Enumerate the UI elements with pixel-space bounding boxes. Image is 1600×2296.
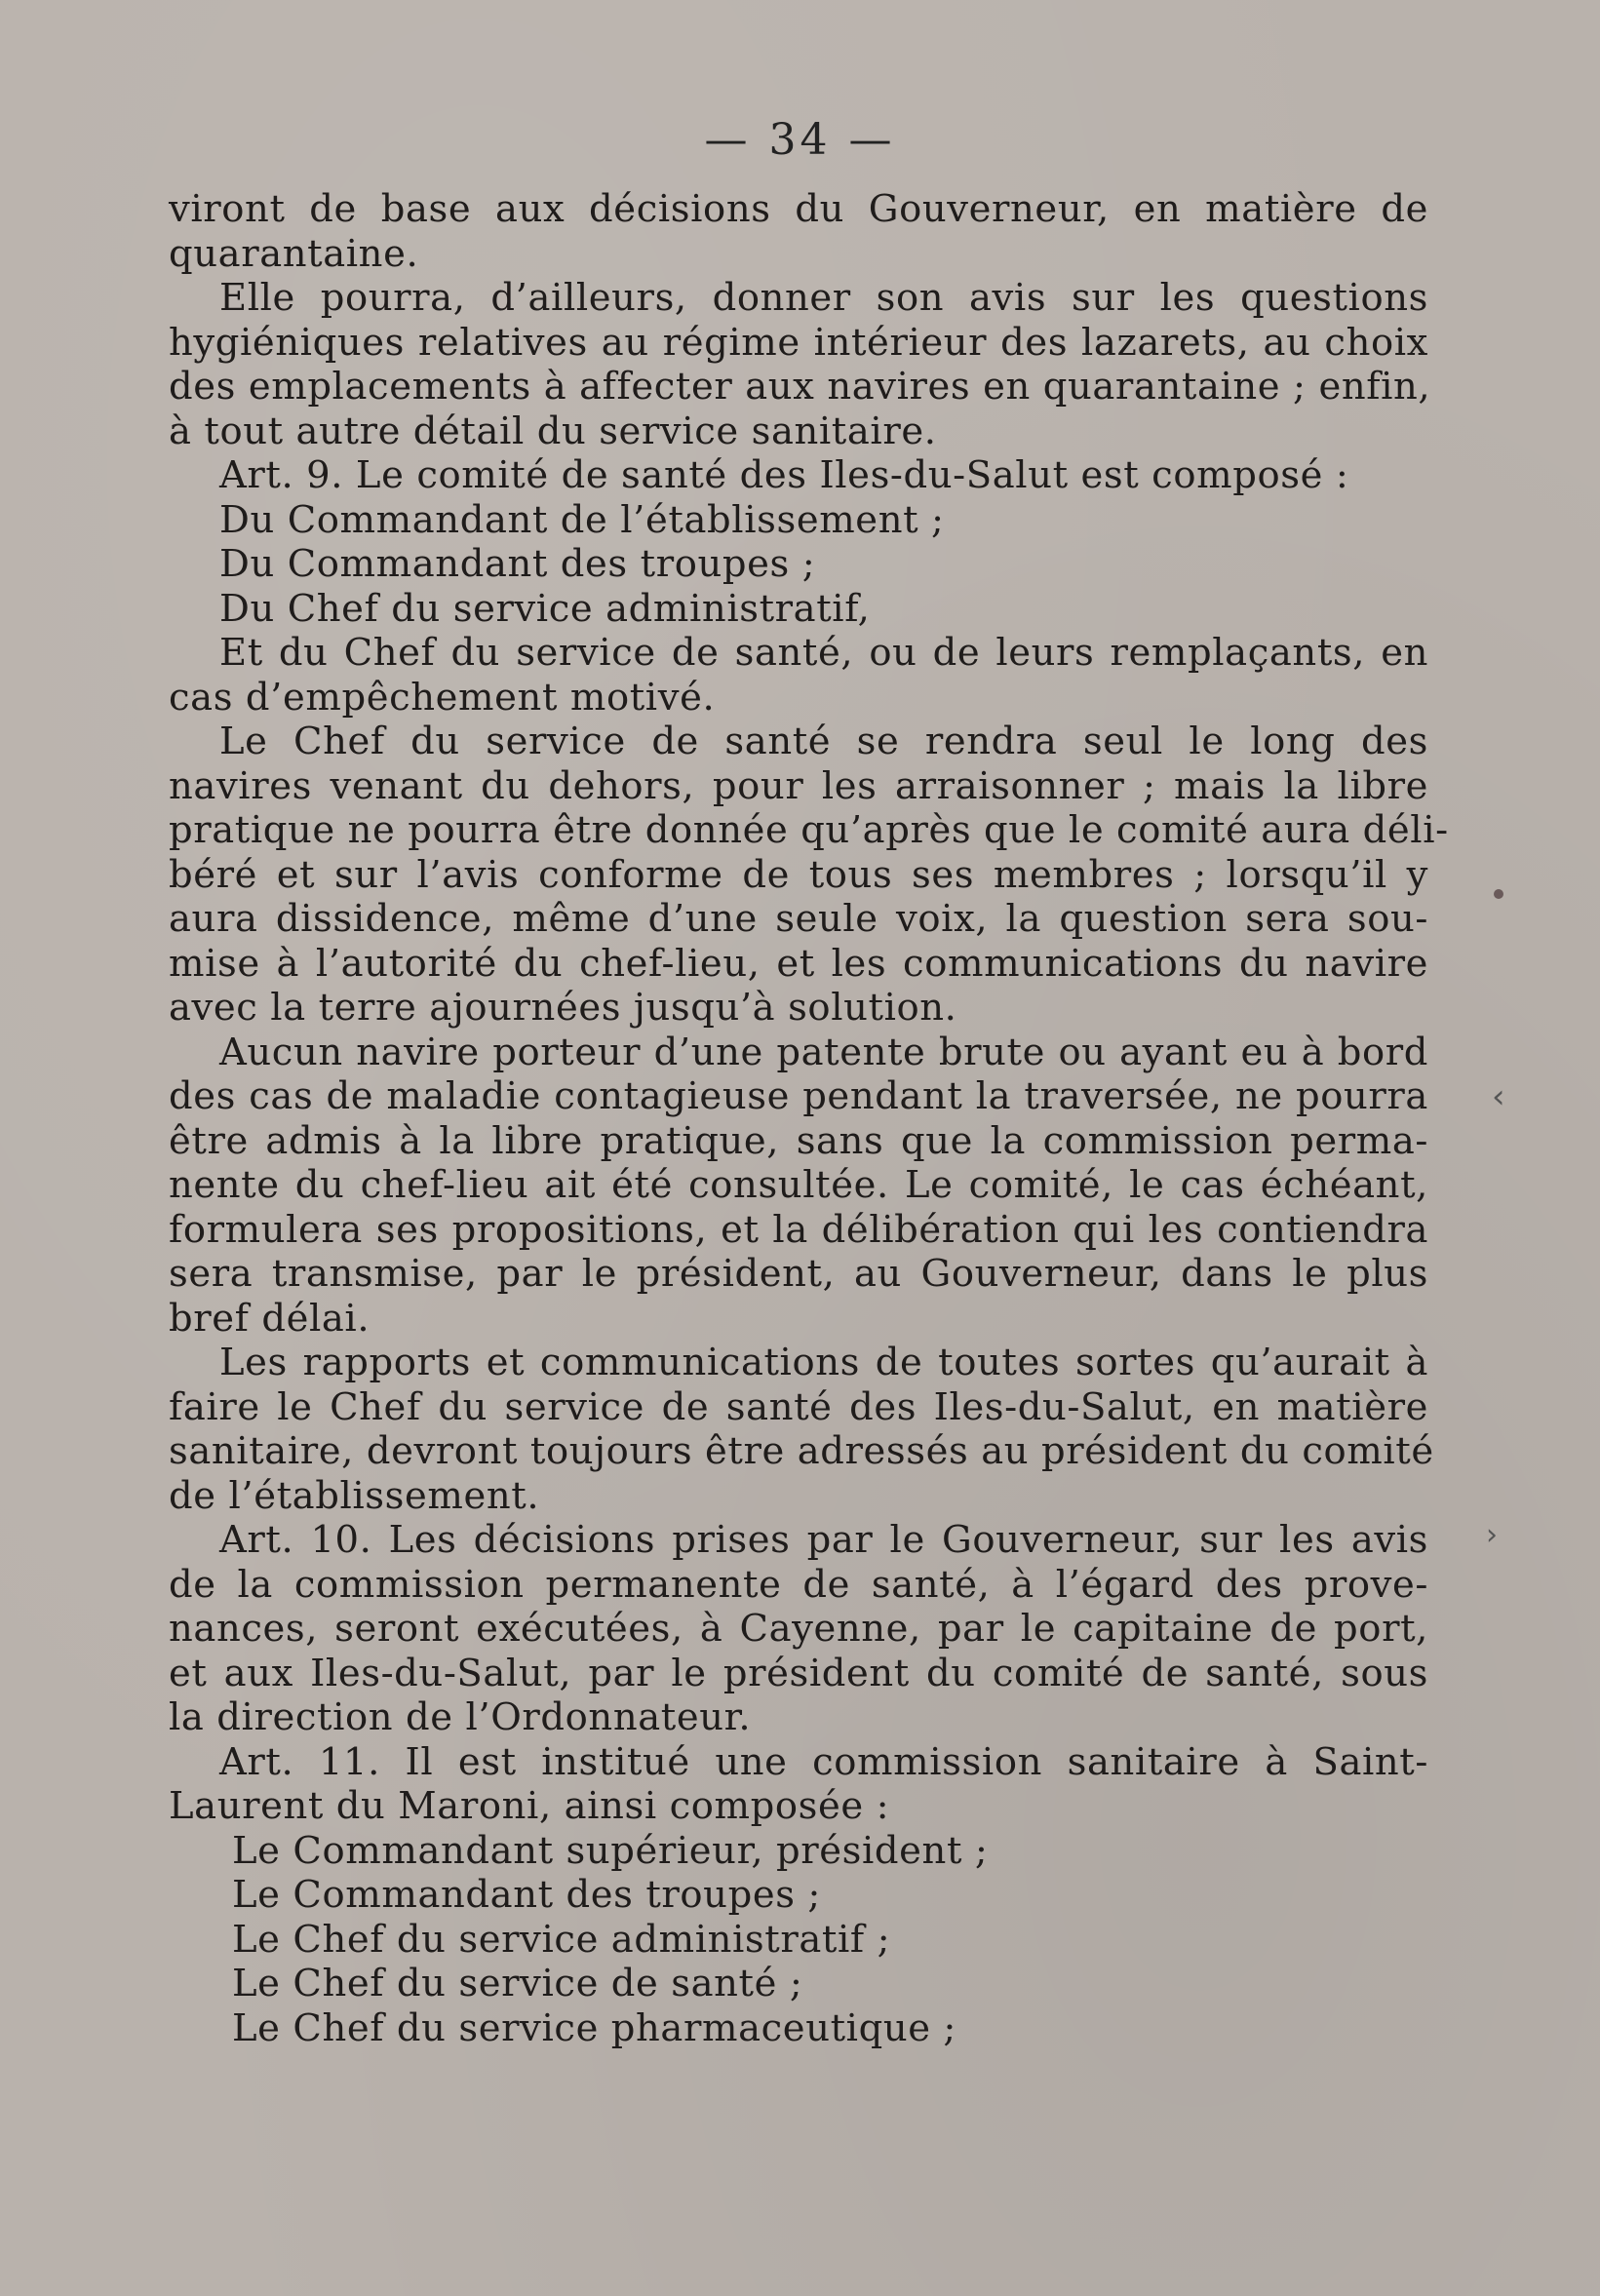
text-line: faire le Chef du service de santé des Iles-du-Salut, en matière (169, 1384, 1428, 1429)
text-line: et aux Iles-du-Salut, par le président du comité de santé, sous (169, 1651, 1428, 1695)
text-line: viront de base aux décisions du Gouverneur, en matière de (169, 187, 1428, 231)
text-line: sanitaire, devront toujours être adressés au président du comité (169, 1429, 1434, 1473)
text-line: Elle pourra, d’ailleurs, donner son avis sur les questions (219, 276, 1428, 320)
text-line: des cas de maladie contagieuse pendant la traversée, ne pourra (169, 1074, 1428, 1118)
text-line: de la commission permanente de santé, à l’égard des prove- (169, 1562, 1428, 1607)
body-text (169, 187, 1449, 2050)
text-line: de l’établissement. (169, 1473, 540, 1518)
margin-ink-mark: ‹ (1492, 1077, 1505, 1116)
text-line: nente du chef-lieu ait été consultée. Le comité, le cas échéant, (169, 1163, 1428, 1207)
text-line: la direction de l’Ordonnateur. (169, 1695, 752, 1739)
text-line: bref délai. (169, 1296, 371, 1341)
text-line: sera transmise, par le président, au Gouverneur, dans le plus (169, 1252, 1428, 1296)
text-line: pratique ne pourra être donnée qu’après que le comité aura déli- (169, 808, 1449, 852)
margin-ink-dot (1494, 889, 1503, 899)
text-line: être admis à la libre pratique, sans que la commission perma- (169, 1118, 1428, 1163)
list-item: Le Chef du service pharmaceutique ; (232, 2005, 957, 2050)
text-line: à tout autre détail du service sanitaire. (169, 409, 937, 453)
article-heading-line: Art. 10. Les décisions prises par le Gouverneur, sur les avis (219, 1518, 1428, 1562)
article-heading-line: Art. 11. Il est institué une commission sanitaire à Saint- (219, 1739, 1428, 1784)
text-line: quarantaine. (169, 231, 419, 276)
text-line: avec la terre ajournées jusqu’à solution. (169, 986, 957, 1030)
text-line: des emplacements à affecter aux navires en quarantaine ; enfin, (169, 365, 1431, 409)
text-line: Les rapports et communications de toutes sortes qu’aurait à (219, 1341, 1428, 1384)
text-line: Et du Chef du service de santé, ou de leurs remplaçants, en (219, 631, 1428, 675)
list-item: Le Chef du service de santé ; (232, 1962, 803, 2005)
text-line: Laurent du Maroni, ainsi composée : (169, 1784, 890, 1828)
text-line: hygiéniques relatives au régime intérieur des lazarets, au choix (169, 320, 1428, 365)
text-line: nances, seront exécutées, à Cayenne, par le capitaine de port, (169, 1607, 1428, 1651)
text-line: aura dissidence, même d’une seule voix, la question sera sou- (169, 897, 1428, 941)
list-item: Le Chef du service administratif ; (232, 1917, 891, 1962)
margin-ink-arrow: › (1486, 1518, 1498, 1552)
text-line: cas d’empêchement motivé. (169, 675, 716, 720)
text-line: béré et sur l’avis conforme de tous ses membres ; lorsqu’il y (169, 852, 1428, 897)
list-item: Le Commandant supérieur, président ; (232, 1828, 989, 1873)
list-item: Le Commandant des troupes ; (232, 1873, 821, 1917)
text-line: mise à l’autorité du chef-lieu, et les communications du navire (169, 941, 1428, 986)
text-line: Du Chef du service administratif, (219, 586, 871, 631)
page-number: — 34 — (704, 115, 896, 165)
text-line: navires venant du dehors, pour les arraisonner ; mais la libre (169, 763, 1428, 808)
article-heading-line: Art. 9. Le comité de santé des Iles-du-Salut est composé : (219, 453, 1349, 497)
text-line: formulera ses propositions, et la délibération qui les contiendra (169, 1207, 1428, 1252)
text-line: Le Chef du service de santé se rendra seul le long des (219, 720, 1428, 763)
text-line: Du Commandant des troupes ; (219, 542, 816, 586)
text-line: Du Commandant de l’établissement ; (219, 497, 945, 542)
text-line: Aucun navire porteur d’une patente brute ou ayant eu à bord (219, 1030, 1428, 1074)
